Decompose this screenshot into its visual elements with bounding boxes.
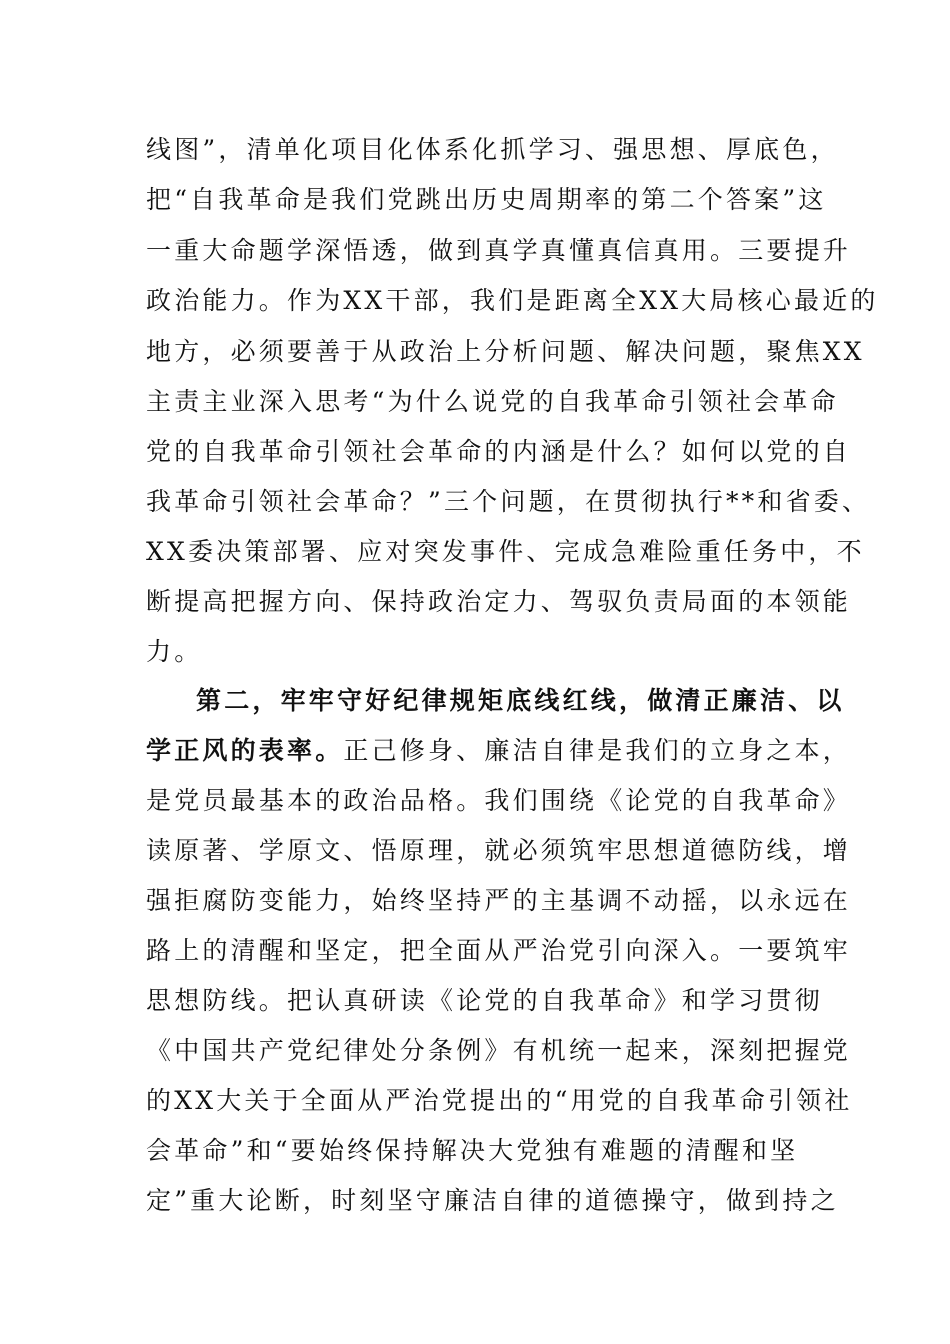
section-heading-line-2 [146, 731, 851, 771]
section-heading-tail: 学正风的表率。 [146, 736, 344, 765]
text-line-15: 读原著、学原文、悟原理，就必须筑牢思想道德防线，增 [146, 836, 852, 865]
text-line-20: 的XX大关于全面从严治党提出的“用党的自我革命引领社 [146, 1086, 853, 1115]
text-line-3: 一重大命题学深悟透，做到真学真懂真信真用。三要提升 [146, 236, 852, 265]
text-line-5: 地方，必须要善于从政治上分析问题、解决问题，聚焦XX [146, 337, 865, 366]
text-line-19: 《中国共产党纪律处分条例》有机统一起来，深刻把握党 [146, 1036, 852, 1065]
text-line-11: 力。 [146, 637, 203, 666]
text-line-6: 主责主业深入思考“为什么说党的自我革命引领社会革命 [146, 387, 839, 416]
text-line-4: 政治能力。作为XX干部，我们是距离全XX大局核心最近的 [146, 286, 879, 315]
paragraph-start: 正己修身、廉洁自律是我们的立身之本， [343, 736, 852, 765]
text-line-8: 我革命引领社会革命？”三个问题，在贯彻执行**和省委、 [146, 487, 871, 516]
text-line-1: 线图”，清单化项目化体系化抓学习、强思想、厚底色， [146, 135, 839, 164]
text-line-2: 把“自我革命是我们党跳出历史周期率的第二个答案”这 [146, 185, 827, 214]
text-line-10: 断提高把握方向、保持政治定力、驾驭负责局面的本领能 [146, 587, 852, 616]
text-line-18: 思想防线。把认真研读《论党的自我革命》和学习贯彻 [146, 986, 823, 1015]
text-line-17: 路上的清醒和坚定，把全面从严治党引向深入。一要筑牢 [146, 936, 852, 965]
text-line-9: XX委决策部署、应对突发事件、完成急难险重任务中，不 [146, 537, 865, 566]
text-line-14: 是党员最基本的政治品格。我们围绕《论党的自我革命》 [146, 786, 852, 815]
text-line-22: 定”重大论断，时刻坚守廉洁自律的道德操守，做到持之 [146, 1186, 839, 1215]
text-line-21: 会革命”和“要始终保持解决大党独有难题的清醒和坚 [146, 1136, 799, 1165]
text-line-7: 党的自我革命引领社会革命的内涵是什么？如何以党的自 [146, 437, 852, 466]
text-line-16: 强拒腐防变能力，始终坚持严的主基调不动摇，以永远在 [146, 886, 852, 915]
section-heading-line-1: 第二，牢牢守好纪律规矩底线红线，做清正廉洁、以 [196, 686, 845, 715]
